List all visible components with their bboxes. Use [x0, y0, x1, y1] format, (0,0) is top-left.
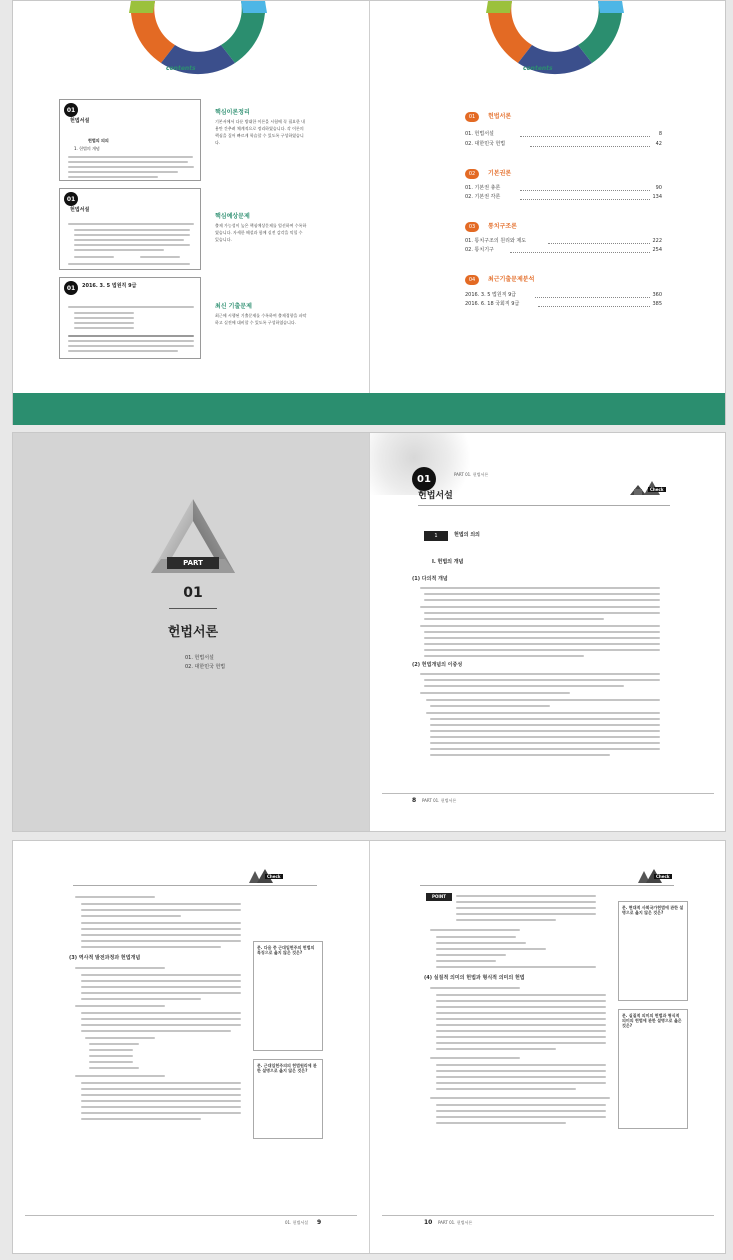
- footer-page-number: 8: [412, 797, 417, 804]
- contents-label: contents: [523, 65, 553, 72]
- toc-item-label[interactable]: 2016. 3. 5 법원직 9급: [465, 292, 517, 298]
- toc-item-label[interactable]: 02. 통치기구: [465, 247, 494, 253]
- side-question: 문. 다음 중 근대입헌주의 헌법의 특징으로 옳지 않은 것은?: [257, 945, 315, 955]
- part-number: 01: [183, 585, 203, 601]
- toc-part-badge: 02: [465, 169, 479, 179]
- side-question-box: [618, 901, 688, 1001]
- contents-left-page: [13, 1, 369, 424]
- contents-spread: [12, 0, 726, 425]
- preview-chapter-badge: 01: [64, 103, 78, 117]
- body-page-9: [13, 841, 369, 1253]
- footer-chapter-text: 01. 헌법서설: [285, 1220, 309, 1225]
- toc-part-badge: 03: [465, 222, 479, 232]
- preview-chapter-badge: 01: [64, 281, 78, 295]
- self-check-icon: [626, 475, 666, 499]
- contents-ring-graphic: [123, 1, 273, 83]
- side-question-box: [253, 1059, 323, 1139]
- toc-item-label[interactable]: 01. 통치구조의 원리와 제도: [465, 238, 527, 244]
- check-label: Check: [267, 874, 281, 879]
- toc-part-title: 기본권론: [488, 170, 512, 177]
- part-item: 01. 헌법서설: [185, 655, 214, 661]
- footer-page-number: 10: [424, 1219, 433, 1226]
- toc-item-label[interactable]: 2016. 6. 18 국회직 9급: [465, 301, 520, 307]
- feature-title: 핵심예상문제: [215, 213, 250, 220]
- footer-part-text: PART 01. 헌법서론: [422, 798, 457, 803]
- part-opener-page: [13, 433, 369, 831]
- contents-right-page: [370, 1, 726, 424]
- toc-item-page: 90: [655, 185, 662, 191]
- toc-part-title: 최근기출문제분석: [488, 276, 535, 283]
- side-question-box: [253, 941, 323, 1051]
- part-item: 02. 대한민국 헌법: [185, 664, 226, 670]
- preview-practice-questions: [59, 188, 201, 270]
- preview-title: 2016. 3. 5 법원직 9급: [82, 283, 137, 289]
- feature-title: 최신 기출문제: [215, 303, 252, 310]
- preview-core-theory: [59, 99, 201, 181]
- section-number: 1: [424, 531, 448, 541]
- check-label: Check: [650, 487, 664, 492]
- preview-chapter-badge: 01: [64, 192, 78, 206]
- point-label: POINT: [426, 893, 452, 901]
- feature-desc: 최근에 시행된 기출문제를 수록하여 출제경향을 파악하고 실전에 대비할 수 있도록 구성하였습니다.: [215, 313, 307, 325]
- body-heading: (1) 다의적 개념: [412, 576, 448, 582]
- section-title: 헌법의 의의: [454, 532, 480, 538]
- preview-subtitle: 헌법의 의의: [88, 138, 109, 143]
- toc-item-label[interactable]: 02. 기본권 각론: [465, 194, 501, 200]
- contents-footer-band: [13, 393, 725, 425]
- footer-part-text: PART 01. 헌법서론: [438, 1220, 473, 1225]
- chapter-kicker: PART 01. 헌법서론: [454, 472, 489, 477]
- toc-part-badge: 04: [465, 275, 479, 285]
- toc-item-page: 254: [652, 247, 662, 253]
- side-question: 문. 근대입헌주의의 헌법원리에 관한 설명으로 옳지 않은 것은?: [257, 1063, 317, 1073]
- feature-desc: 출제 가능성이 높은 핵심예상문제를 엄선하여 수록하였습니다. 자세한 해설과 함께 실전 감각을 익힐 수 있습니다.: [215, 223, 307, 242]
- side-question-box: [618, 1009, 688, 1129]
- body-heading: (3) 역사적 발전과정과 헌법개념: [69, 955, 141, 961]
- preview-subsection: 1. 헌법의 개념: [74, 146, 100, 151]
- toc-item-label[interactable]: 01. 기본권 총론: [465, 185, 501, 191]
- toc-item-page: 8: [658, 131, 662, 137]
- check-label: Check: [656, 874, 670, 879]
- toc-part-title: 통치구조론: [488, 223, 517, 230]
- chapter-title: 헌법서설: [418, 491, 453, 501]
- body-page-10: [370, 841, 726, 1253]
- toc-item-page: 42: [655, 141, 662, 147]
- part-title: 헌법서론: [167, 625, 219, 640]
- chapter-badge: 01: [412, 467, 436, 491]
- chapter-start-page: [370, 433, 726, 831]
- body-heading: (4) 실질적 의미의 헌법과 형식적 의미의 헌법: [424, 975, 525, 981]
- contents-ring-graphic: [480, 1, 630, 83]
- subsection-title: I. 헌법의 개념: [432, 559, 464, 565]
- toc-part-title: 헌법서론: [488, 113, 512, 120]
- contents-label: contents: [166, 65, 196, 72]
- toc-item-page: 360: [652, 292, 662, 298]
- part-opener-spread: [12, 432, 726, 832]
- toc-item-label[interactable]: 01. 헌법서설: [465, 131, 494, 137]
- footer-page-number: 9: [317, 1219, 322, 1226]
- part-label-chip: PART: [167, 557, 219, 569]
- toc-part-badge: 01: [465, 112, 479, 122]
- toc-item-page: 222: [652, 238, 662, 244]
- feature-desc: 기본서에서 다룬 방대한 이론을 시험에 꼭 필요한 내용만 간추려 체계적으로 정리하였습니다. 각 이론의 핵심을 짚어 빠르게 학습할 수 있도록 구성하였습니다.: [215, 119, 306, 145]
- toc-item-page: 385: [652, 301, 662, 307]
- self-check-icon: [247, 865, 283, 885]
- body-heading: (2) 헌법개념의 이중성: [412, 662, 463, 668]
- toc-item-page: 134: [652, 194, 662, 200]
- side-question: 문. 현대적 사회국가헌법에 관한 설명으로 옳지 않은 것은?: [622, 905, 684, 915]
- preview-title: 헌법서설: [70, 118, 90, 124]
- side-question: 문. 실질적 의미의 헌법과 형식적 의미의 헌법에 관한 설명으로 옳은 것은?: [622, 1013, 682, 1028]
- preview-title: 헌법서설: [70, 207, 90, 213]
- feature-title: 핵심이론정리: [215, 109, 250, 116]
- self-check-icon: [636, 865, 672, 885]
- preview-past-exam: [59, 277, 201, 359]
- body-spread: [12, 840, 726, 1254]
- toc-item-label[interactable]: 02. 대한민국 헌법: [465, 141, 506, 147]
